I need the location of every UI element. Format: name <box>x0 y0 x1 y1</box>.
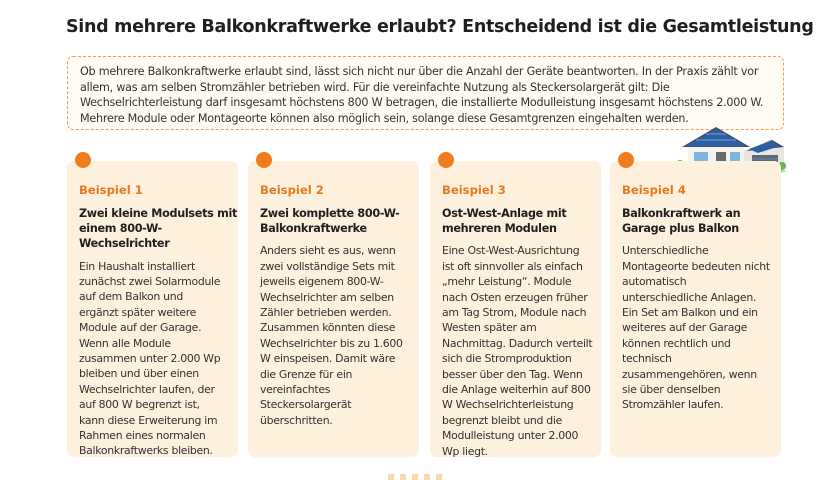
body-line: Zähler betrieben werden. <box>260 306 392 320</box>
body-line: Modulleistung unter 2.000 <box>442 429 579 443</box>
intro-line: Wechselrichterleistung darf insgesamt höchstens 800 W betragen, die installierte Modulleistung insgesamt höchstens 2.000 W. <box>80 96 764 110</box>
body-line: Eine Ost-West-Ausrichtung <box>442 244 580 258</box>
body-line: zwei vollständige Sets mit <box>260 259 395 273</box>
body-line: Steckersolargerät <box>260 398 352 412</box>
example-heading <box>622 206 771 236</box>
body-line: weiteres auf der Garage <box>622 321 748 335</box>
example-body <box>442 243 591 459</box>
body-line: „mehr Leistung“. Module <box>442 275 572 289</box>
example-card-2 <box>248 161 419 457</box>
example-card-3 <box>430 161 601 457</box>
bullet-dot-icon <box>256 152 272 168</box>
example-heading <box>79 206 238 252</box>
body-line: die Anlage weiterhin auf 800 <box>442 383 591 397</box>
decorative-divider <box>388 474 448 480</box>
heading-line: Balkonkraftwerk an <box>622 207 741 220</box>
page-title: Sind mehrere Balkonkraftwerke erlaubt? Entscheidend ist die Gesamtleistung <box>66 17 814 37</box>
body-line: automatisch <box>622 275 687 289</box>
intro-line: Mehrere Module oder Montageorte können also möglich sein, solange diese Gesamtgrenzen eingehalten werden. <box>80 112 689 126</box>
body-line: Zusammen könnten diese <box>260 321 396 335</box>
body-line: zusammengehören, wenn <box>622 367 757 381</box>
body-line: Wechselrichter bis zu 1.600 <box>260 336 403 350</box>
example-body <box>79 259 228 459</box>
body-line: Ein Haushalt installiert <box>79 259 195 273</box>
example-card-4 <box>610 161 781 457</box>
intro-line: Ob mehrere Balkonkraftwerke erlaubt sind, lässt sich nicht nur über die Anzahl der Geräte beantworten. In der Praxis zählt vor <box>80 65 759 78</box>
body-line: auf dem Balkon und <box>79 290 183 304</box>
body-line: technisch <box>622 352 672 366</box>
body-line: ergänzt später weitere <box>79 305 197 319</box>
example-body <box>260 243 409 428</box>
intro-box <box>67 56 784 130</box>
body-line: sich die Stromproduktion <box>442 352 572 366</box>
body-line: Anders sieht es aus, wenn <box>260 244 396 258</box>
body-line: jeweils eigenem 800-W- <box>260 275 384 289</box>
body-line: Montageorte bedeuten nicht <box>622 259 770 273</box>
body-line: Stromzähler laufen. <box>622 398 724 412</box>
body-line: kann diese Erweiterung im <box>79 413 218 427</box>
body-line: begrenzt bleibt und die <box>442 413 563 427</box>
heading-line: einem 800-W- <box>79 222 162 236</box>
body-line: Nachmittag. Dadurch verteilt <box>442 336 593 350</box>
body-line: können rechtlich und <box>622 336 731 350</box>
heading-line: Wechselrichter <box>79 237 170 251</box>
body-line: unterschiedliche Anlagen. <box>622 290 757 304</box>
body-line: am Tag Strom, Module nach <box>442 306 587 320</box>
body-line: Ein Set am Balkon und ein <box>622 306 758 320</box>
heading-line: Ost-West-Anlage mit <box>442 207 567 220</box>
body-line: zunächst zwei Solarmodule <box>79 275 221 289</box>
bullet-dot-icon <box>75 152 91 168</box>
heading-line: Balkonkraftwerke <box>260 222 367 236</box>
body-line: Balkonkraftwerks bleiben. <box>79 444 213 458</box>
example-label: Beispiel 2 <box>260 183 324 197</box>
body-line: zusammen unter 2.000 Wp <box>79 352 221 366</box>
body-line: Wenn alle Module <box>79 336 171 350</box>
body-line: Wechselrichter laufen, der <box>79 382 215 396</box>
body-line: besser über den Tag. Wenn <box>442 367 583 381</box>
body-line: W einspeisen. Damit wäre <box>260 352 396 366</box>
example-label: Beispiel 4 <box>622 183 686 197</box>
example-card-1 <box>67 161 238 457</box>
bullet-dot-icon <box>618 152 634 168</box>
heading-line: mehreren Modulen <box>442 222 557 236</box>
heading-line: Zwei komplette 800-W- <box>260 207 400 220</box>
body-line: bleiben und über einen <box>79 367 199 381</box>
body-line: Wp liegt. <box>442 444 488 458</box>
body-line: überschritten. <box>260 413 333 427</box>
body-line: Rahmen eines normalen <box>79 429 206 443</box>
body-line: Wechselrichter am selben <box>260 290 394 304</box>
example-body <box>622 243 771 412</box>
body-line: Module auf der Garage. <box>79 321 202 335</box>
heading-line: Zwei kleine Modulsets mit <box>79 207 238 220</box>
body-line: nach Osten erzeugen früher <box>442 290 588 304</box>
body-line: Unterschiedliche <box>622 244 709 258</box>
body-line: auf 800 W begrenzt ist, <box>79 398 200 412</box>
heading-line: Garage plus Balkon <box>622 222 739 236</box>
example-label: Beispiel 3 <box>442 183 506 197</box>
example-label: Beispiel 1 <box>79 183 143 197</box>
body-line: Westen später am <box>442 321 537 335</box>
example-heading <box>442 206 591 236</box>
bullet-dot-icon <box>438 152 454 168</box>
body-line: W Wechselrichterleistung <box>442 398 574 412</box>
body-line: ist oft sinnvoller als einfach <box>442 259 583 273</box>
example-heading <box>260 206 409 236</box>
body-line: die Grenze für ein <box>260 367 353 381</box>
body-line: sie über denselben <box>622 383 721 397</box>
intro-line: allem, was am selben Stromzähler betrieben wird. Für die vereinfachte Nutzung als Steckersolargerät gilt: Die <box>80 80 670 94</box>
body-line: vereinfachtes <box>260 383 331 397</box>
